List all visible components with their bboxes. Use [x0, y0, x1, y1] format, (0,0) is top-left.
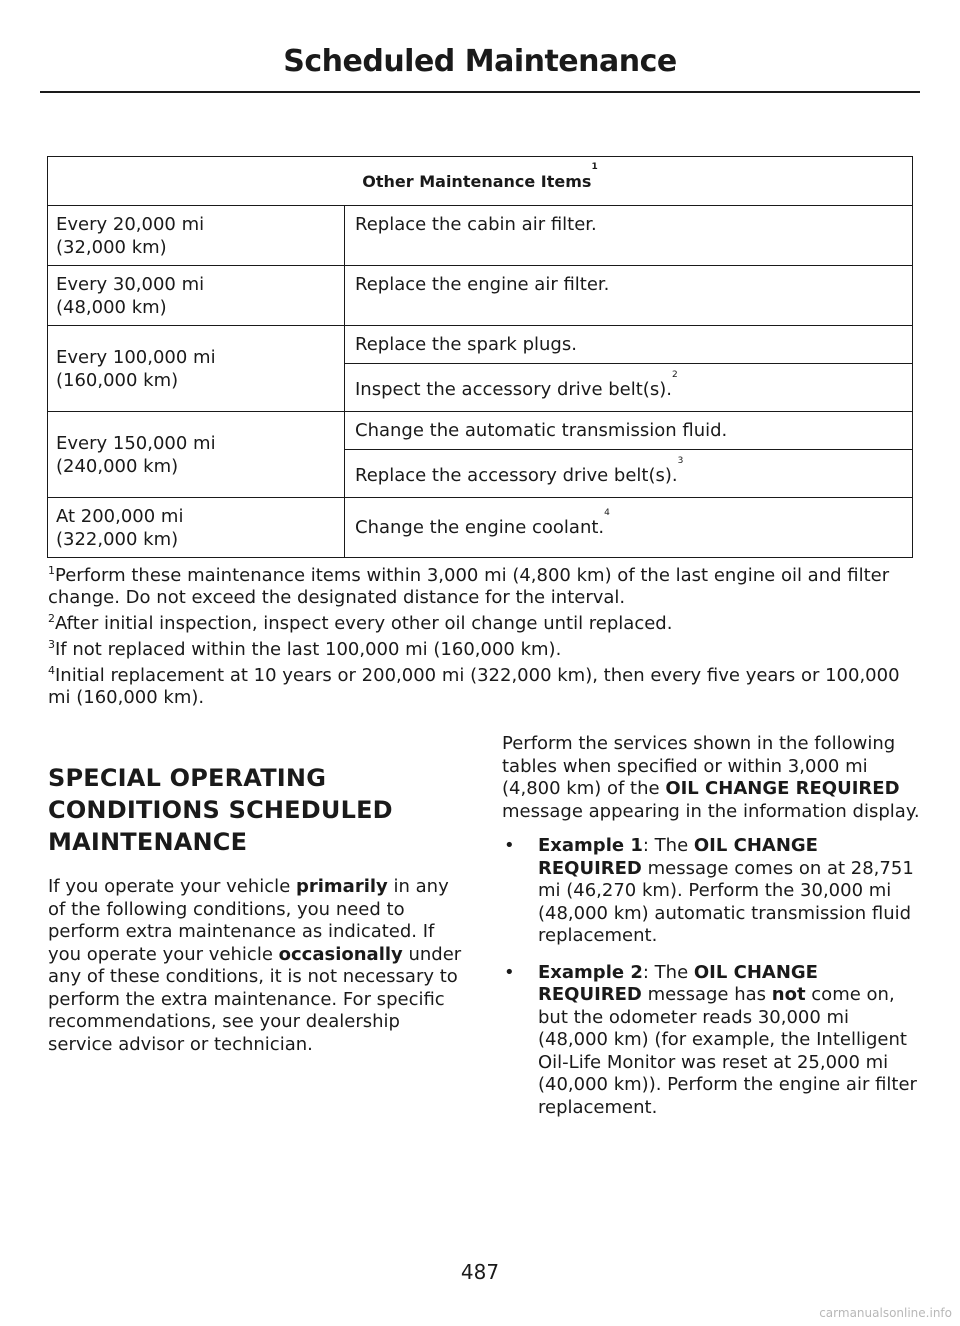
list-item [502, 962, 922, 1120]
footnote-text: If not replaced within the last 100,000 mi (160,000 km). [55, 639, 562, 660]
footnote-ref: 3 [677, 456, 684, 466]
interval-cell [48, 206, 345, 266]
interval-km: (322,000 km) [56, 529, 179, 550]
interval-cell [48, 412, 345, 498]
table-row [48, 266, 913, 326]
interval-km: (160,000 km) [56, 369, 179, 391]
table-title [48, 157, 913, 206]
maintenance-table [47, 156, 913, 558]
bullet-icon: • [504, 961, 515, 983]
footnote [48, 613, 916, 635]
interval-km: (32,000 km) [56, 237, 167, 258]
example-text: message has [641, 984, 772, 1005]
example-label: Example 1 [538, 835, 643, 856]
heading-line: CONDITIONS SCHEDULED [48, 796, 393, 824]
footnote [48, 665, 916, 709]
footnote-ref: 4 [604, 508, 610, 518]
footnote-number: 3 [48, 638, 55, 651]
table-footnotes [48, 565, 916, 713]
interval-cell [48, 326, 345, 412]
interval-cell [48, 498, 345, 558]
task-text: Inspect the accessory drive belt(s). [355, 379, 672, 400]
example-text: message comes on at 28,751 mi (46,270 km). Perform the 30,000 mi (48,000 km) automatic transmission fluid replacement. [538, 857, 914, 946]
intro-text: If you operate your vehicle [48, 876, 296, 897]
bullet-icon: • [504, 835, 515, 856]
section-right-column [502, 733, 922, 1133]
example-text: : The [642, 835, 694, 856]
paragraph-text: message appearing in the information display. [502, 800, 920, 822]
task-text: Change the automatic transmission fluid. [355, 420, 728, 441]
example-text: : The [642, 961, 694, 983]
interval-km: (48,000 km) [56, 297, 167, 318]
footnote-text: Perform these maintenance items within 3,000 mi (4,800 km) of the last engine oil and filter change. Do not exceed the designated distance for the interval. [48, 565, 890, 608]
footnote-number: 4 [48, 664, 55, 677]
interval-cell [48, 266, 345, 326]
interval-miles: Every 30,000 mi [56, 274, 205, 295]
footnote [48, 639, 916, 661]
task-text: Replace the cabin air filter. [355, 214, 597, 235]
task-cell [345, 450, 913, 498]
footnote-number: 1 [48, 564, 55, 577]
footnote-text: After initial inspection, inspect every other oil change until replaced. [55, 613, 673, 634]
examples-list [502, 835, 922, 1119]
task-cell [345, 498, 913, 558]
example-emphasis: not [771, 984, 806, 1005]
intro-emphasis: occasionally [278, 943, 403, 965]
interval-miles: At 200,000 mi [56, 506, 184, 527]
table-row [48, 326, 913, 364]
heading-line: SPECIAL OPERATING [48, 764, 327, 792]
interval-km: (240,000 km) [56, 455, 179, 477]
oil-change-message: OIL CHANGE REQUIRED [538, 835, 818, 879]
page-header [40, 40, 920, 84]
intro-emphasis: primarily [295, 876, 388, 897]
table-row [48, 412, 913, 450]
task-cell [345, 206, 913, 266]
interval-miles: Every 20,000 mi [56, 214, 205, 235]
task-cell [345, 412, 913, 450]
heading-line: MAINTENANCE [48, 828, 248, 856]
section-heading [48, 762, 468, 858]
table-row [48, 498, 913, 558]
list-item [502, 835, 922, 948]
example-label: Example 2 [538, 961, 643, 983]
page-number: 487 [460, 1260, 500, 1284]
footnote-ref: 2 [671, 370, 678, 380]
footnote-number: 2 [48, 612, 55, 625]
header-divider [40, 91, 920, 93]
oil-change-message: OIL CHANGE REQUIRED [665, 778, 900, 799]
table-row [48, 206, 913, 266]
paragraph-text: Perform the services shown in the following tables when specified or within 3,000 mi (4,800 km) of the [502, 733, 896, 799]
footnote [48, 565, 916, 609]
table-title-footnote-ref: 1 [591, 161, 598, 172]
section-intro [48, 876, 468, 1056]
table-title-text: Other Maintenance Items [362, 171, 592, 191]
task-cell [345, 364, 913, 412]
section-left-column [48, 762, 468, 1056]
oil-change-message: OIL CHANGE REQUIRED [538, 961, 818, 1005]
interval-miles: Every 100,000 mi [56, 346, 216, 368]
task-cell [345, 266, 913, 326]
watermark: carmanualsonline.info [819, 1306, 952, 1320]
table-header-row [48, 157, 913, 206]
page-title: Scheduled Maintenance [283, 44, 677, 79]
task-text: Replace the spark plugs. [355, 334, 577, 355]
task-cell [345, 326, 913, 364]
intro-text: under any of these conditions, it is not necessary to perform the extra maintenance. For specific recommendations, see your dealership service advisor or technician. [48, 943, 462, 1055]
task-text: Change the engine coolant. [355, 517, 605, 538]
footnote-text: Initial replacement at 10 years or 200,000 mi (322,000 km), then every five years or 100,000 mi (160,000 km). [48, 665, 900, 708]
example-text: come on, but the odometer reads 30,000 mi (48,000 km) (for example, the Intelligent Oil-Life Monitor was reset at 25,000 mi (40,000 km)). Perform the engine air filter replacement. [538, 984, 917, 1118]
interval-miles: Every 150,000 mi [56, 432, 216, 454]
services-paragraph [502, 733, 922, 823]
task-text: Replace the engine air filter. [355, 274, 610, 295]
intro-text: in any of the following conditions, you need to perform extra maintenance as indicated. If you operate your vehicle [48, 876, 449, 965]
task-text: Replace the accessory drive belt(s). [355, 465, 678, 486]
